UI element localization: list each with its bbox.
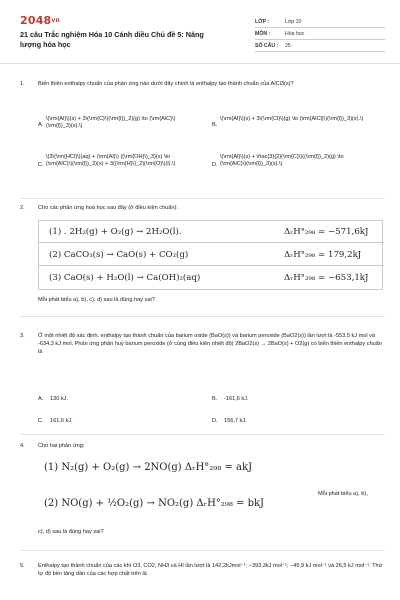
option-letter: D.: [212, 418, 218, 424]
page-header: [0, 0, 400, 64]
question-footer: Mỗi phát biểu a), b), c), d) sau là đúng hay sai?: [38, 297, 155, 303]
question-2-footer: [20, 296, 385, 306]
meta-row-subject: [255, 28, 385, 40]
question-4-footer: [20, 528, 385, 538]
option-text: -161,6 kJ.: [224, 396, 249, 402]
question-number: 3.: [20, 333, 25, 339]
option-letter: C.: [38, 418, 44, 424]
meta-value: 25: [285, 42, 291, 49]
meta-value: Hóa học: [285, 30, 305, 37]
option-a[interactable]: [38, 396, 188, 406]
question-number: 5.: [20, 563, 25, 569]
divider: [20, 316, 385, 317]
divider: [20, 198, 385, 199]
option-letter: B.: [212, 396, 218, 402]
question-3: [20, 332, 385, 432]
option-letter: C.: [38, 162, 44, 168]
equation-lhs: (2) CaCO₃(s) → CaO(s) + CO₂(g): [49, 250, 189, 260]
side-note: Mỗi phát biểu a), b),: [318, 491, 368, 497]
equation-row: [39, 267, 384, 289]
option-c[interactable]: [38, 418, 188, 428]
equation-rhs: ΔᵣH°₂₉₈ = −571,6kJ: [284, 227, 369, 237]
option-letter: B.: [212, 122, 218, 128]
question-text: Cho các phản ứng hoá học sau đây (ở điều kiện chuẩn):: [38, 205, 178, 211]
meta-row-count: [255, 40, 385, 52]
equation-row: [39, 244, 384, 266]
option-letter: A.: [38, 122, 44, 128]
option-letter: D.: [212, 162, 218, 168]
option-b[interactable]: [212, 116, 382, 150]
option-text: \(\rm{Al}\)(s) + 3\(\rm{Cl}\)(g) \to (\rm{AlCl}\)(\rm{l})_3)(s).\): [220, 116, 364, 122]
option-b[interactable]: [212, 396, 362, 406]
reaction-equation-2: (2) NO(g) + ½O₂(g) → NO₂(g) ΔᵣH°₂₉₈ = bkJ: [44, 498, 265, 509]
question-number: 1.: [20, 81, 25, 87]
option-d[interactable]: [212, 154, 382, 194]
equation-row: [39, 221, 384, 243]
option-text: 161,6 kJ.: [50, 418, 73, 424]
option-d[interactable]: [212, 418, 362, 428]
option-text: \(3\(\rm{HCl}\)(aq) + (\rm{Al}\) ((\rm{OH}\)_3)(s) \to (\rm{AlC}\)(\rm{l})_3)(s) + 3((\rm{H}\)_2)(\rm{O}\)(l).\): [46, 154, 176, 168]
question-5: [20, 562, 385, 596]
reaction-equation-1: (1) N₂(g) + O₂(g) → 2NO(g) ΔᵣH°₂₉₈ = akJ: [44, 462, 253, 473]
document-title: 21 câu Trắc nghiệm Hóa 10 Cánh diều Chủ đề 5: Năng lượng hóa học: [20, 30, 204, 49]
option-text: \(\rm{Al}\)(s) + 3\(\rm{C}\)(\rm{l})_2)(g) \to (\rm{AlC}\)(\rm{l})_3)(s).\): [46, 116, 176, 130]
meta-row-class: [255, 16, 385, 28]
option-a[interactable]: [38, 116, 198, 150]
meta-value: Lớp 10: [285, 18, 302, 25]
equation-lhs: (3) CaO(s) + H₂O(l) → Ca(OH)₂(aq): [49, 273, 201, 283]
option-letter: A.: [38, 396, 44, 402]
option-text: 130 kJ.: [50, 396, 69, 402]
meta-key: MÔN :: [255, 30, 271, 37]
question-number: 4.: [20, 443, 25, 449]
meta-key: SỐ CÂU :: [255, 42, 279, 49]
question-footer: c), d) sau là đúng hay sai?: [38, 529, 104, 535]
equation-table: [38, 220, 383, 290]
option-c[interactable]: [38, 154, 198, 194]
question-4-side-note: [318, 490, 388, 500]
logo-text: 2048: [20, 14, 52, 27]
question-2: [20, 204, 385, 220]
document-meta: [255, 16, 385, 52]
divider: [20, 550, 385, 551]
question-4: [20, 442, 385, 454]
equation-rhs: ΔᵣH°₂₉₈ = −653,1kJ: [284, 273, 369, 283]
question-text: Biến thiên enthalpy chuẩn của phản ứng nào dưới đây chính là enthalpy tạo thành chuẩn của AlCl3(s)?: [38, 81, 294, 87]
divider: [20, 434, 385, 435]
question-text: Cho hai phản ứng:: [38, 443, 85, 449]
equation-lhs: (1) . 2H₂(g) + O₂(g) → 2H₂O(l).: [49, 227, 182, 237]
option-text: \(\rm{Al}\)(s) + \frac{3}{2}(\rm{C}\)((\rm{l})_2)(g) \to (\rm{AlC}\)(\rm{l})_3)(s).\): [220, 154, 344, 168]
option-text: 156,7 kJ.: [224, 418, 247, 424]
logo-suffix: vn: [51, 17, 61, 24]
question-number: 2.: [20, 205, 25, 211]
meta-key: LỚP :: [255, 18, 270, 25]
site-logo[interactable]: [20, 14, 60, 27]
equation-rhs: ΔᵣH°₂₉₈ = 179,2kJ: [284, 250, 362, 260]
question-1: [20, 80, 385, 198]
question-text: Ở một nhiệt độ xác định, enthalpy tạo thành chuẩn của barium oxide (BaO(s)) và barium peroxide (BaO2(s)) lần lượt là -553,5 kJ mol và -634,3 kJ mol. Phản ứng phân huỷ barium peroxide (ở cùng điều kiện nhiệt độ) 2BaO2(s) → 2BaO(s) + O2(g) có biến thiên enthalpy chuẩn là: [38, 333, 383, 356]
question-text: Enthalpy tạo thành chuẩn của các khí O3, CO2, NH3 và HI lần lượt là 142,2kJmol⁻¹; −393,3kJ mol⁻¹; −45,9 kJ mol⁻¹ và 26,5 kJ mol⁻¹. Thứ tự độ bền tăng dần của các hợp chất trên là: [38, 563, 383, 578]
